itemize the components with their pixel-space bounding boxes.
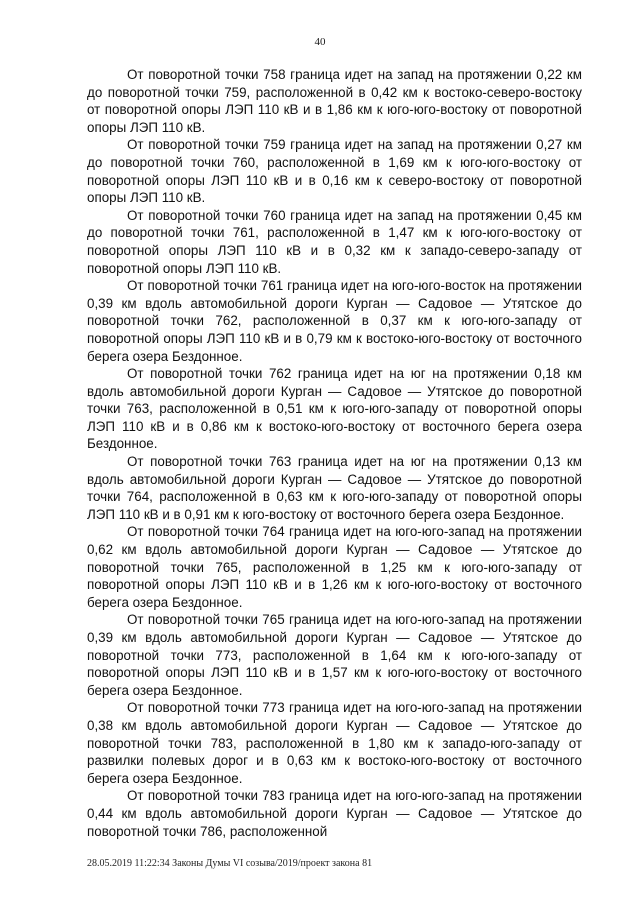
paragraph-760: От поворотной точки 760 граница идет на запад на протяжении 0,45 км до поворотной точки 761, расположенной в 1,47 км к юго-юго-востоку от поворотной опоры ЛЭП 110 кВ и в 0,32 км к западо-северо-западу от поворотной опоры ЛЭП 110 кВ. xyxy=(87,207,582,276)
paragraph-763: От поворотной точки 763 граница идет на юг на протяжении 0,13 км вдоль автомобильной дороги Курган — Садовое — Утятское до поворотной точки 764, расположенной в 0,63 км к юго-юго-западу от поворотной опоры ЛЭП 110 кВ и в 0,91 км к юго-востоку от восточного берега озера Бездонное. xyxy=(87,454,582,522)
paragraph-759: От поворотной точки 759 граница идет на запад на протяжении 0,27 км до поворотной точки 760, расположенной в 1,69 км к юго-юго-востоку от поворотной опоры ЛЭП 110 кВ и в 0,16 км к северо-востоку от поворотной опоры ЛЭП 110 кВ. xyxy=(87,137,582,206)
paragraph-765: От поворотной точки 765 граница идет на юго-юго-запад на протяжении 0,39 км вдоль автомобильной дороги Курган — Садовое — Утятское до поворотной точки 773, расположенной в 1,64 км к юго-юго-западу от поворотной опоры ЛЭП 110 кВ и в 1,57 км к юго-юго-востоку от восточного берега озера Бездонное. xyxy=(87,612,582,698)
paragraph-758: От поворотной точки 758 граница идет на запад на протяжении 0,22 км до поворотной точки 759, расположенной в 0,42 км к востоко-северо-востоку от поворотной опоры ЛЭП 110 кВ и в 1,86 км к юго-юго-востоку от поворотной опоры ЛЭП 110 кВ. xyxy=(87,67,582,135)
paragraph-764: От поворотной точки 764 граница идет на юго-юго-запад на протяжении 0,62 км вдоль автомобильной дороги Курган — Садовое — Утятское до поворотной точки 765, расположенной в 1,25 км к юго-юго-западу от поворотной опоры ЛЭП 110 кВ и в 1,26 км к юго-юго-востоку от восточного берега озера Бездонное. xyxy=(87,524,582,610)
paragraph-762: От поворотной точки 762 граница идет на юг на протяжении 0,18 км вдоль автомобильной дороги Курган — Садовое — Утятское до поворотной точки 763, расположенной в 0,51 км к юго-юго-западу от поворотной опоры ЛЭП 110 кВ и в 0,86 км к востоко-юго-востоку от восточного берега озера Бездонное. xyxy=(87,366,582,452)
page-number: 40 xyxy=(314,36,326,48)
paragraph-773: От поворотной точки 773 граница идет на юго-юго-запад на протяжении 0,38 км вдоль автомобильной дороги Курган — Садовое — Утятское до поворотной точки 783, расположенной в 1,80 км к западо-юго-западу от развилки полевых дорог и в 0,63 км к востоко-юго-востоку от восточного берега озера Бездонное. xyxy=(87,700,582,786)
document-body xyxy=(87,66,582,840)
paragraph-783: От поворотной точки 783 граница идет на юго-юго-запад на протяжении 0,44 км вдоль автомобильной дороги Курган — Садовое — Утятское до поворотной точки 786, расположенной xyxy=(87,788,582,839)
paragraph-761: От поворотной точки 761 граница идет на юго-юго-восток на протяжении 0,39 км вдоль автомобильной дороги Курган — Садовое — Утятское до поворотной точки 762, расположенной в 0,37 км к юго-юго-западу от поворотной опоры ЛЭП 110 кВ и в 0,79 км к востоко-юго-востоку от восточного берега озера Бездонное. xyxy=(87,278,582,364)
document-footer: 28.05.2019 11:22:34 Законы Думы VI созыва/2019/проект закона 81 xyxy=(87,858,373,869)
